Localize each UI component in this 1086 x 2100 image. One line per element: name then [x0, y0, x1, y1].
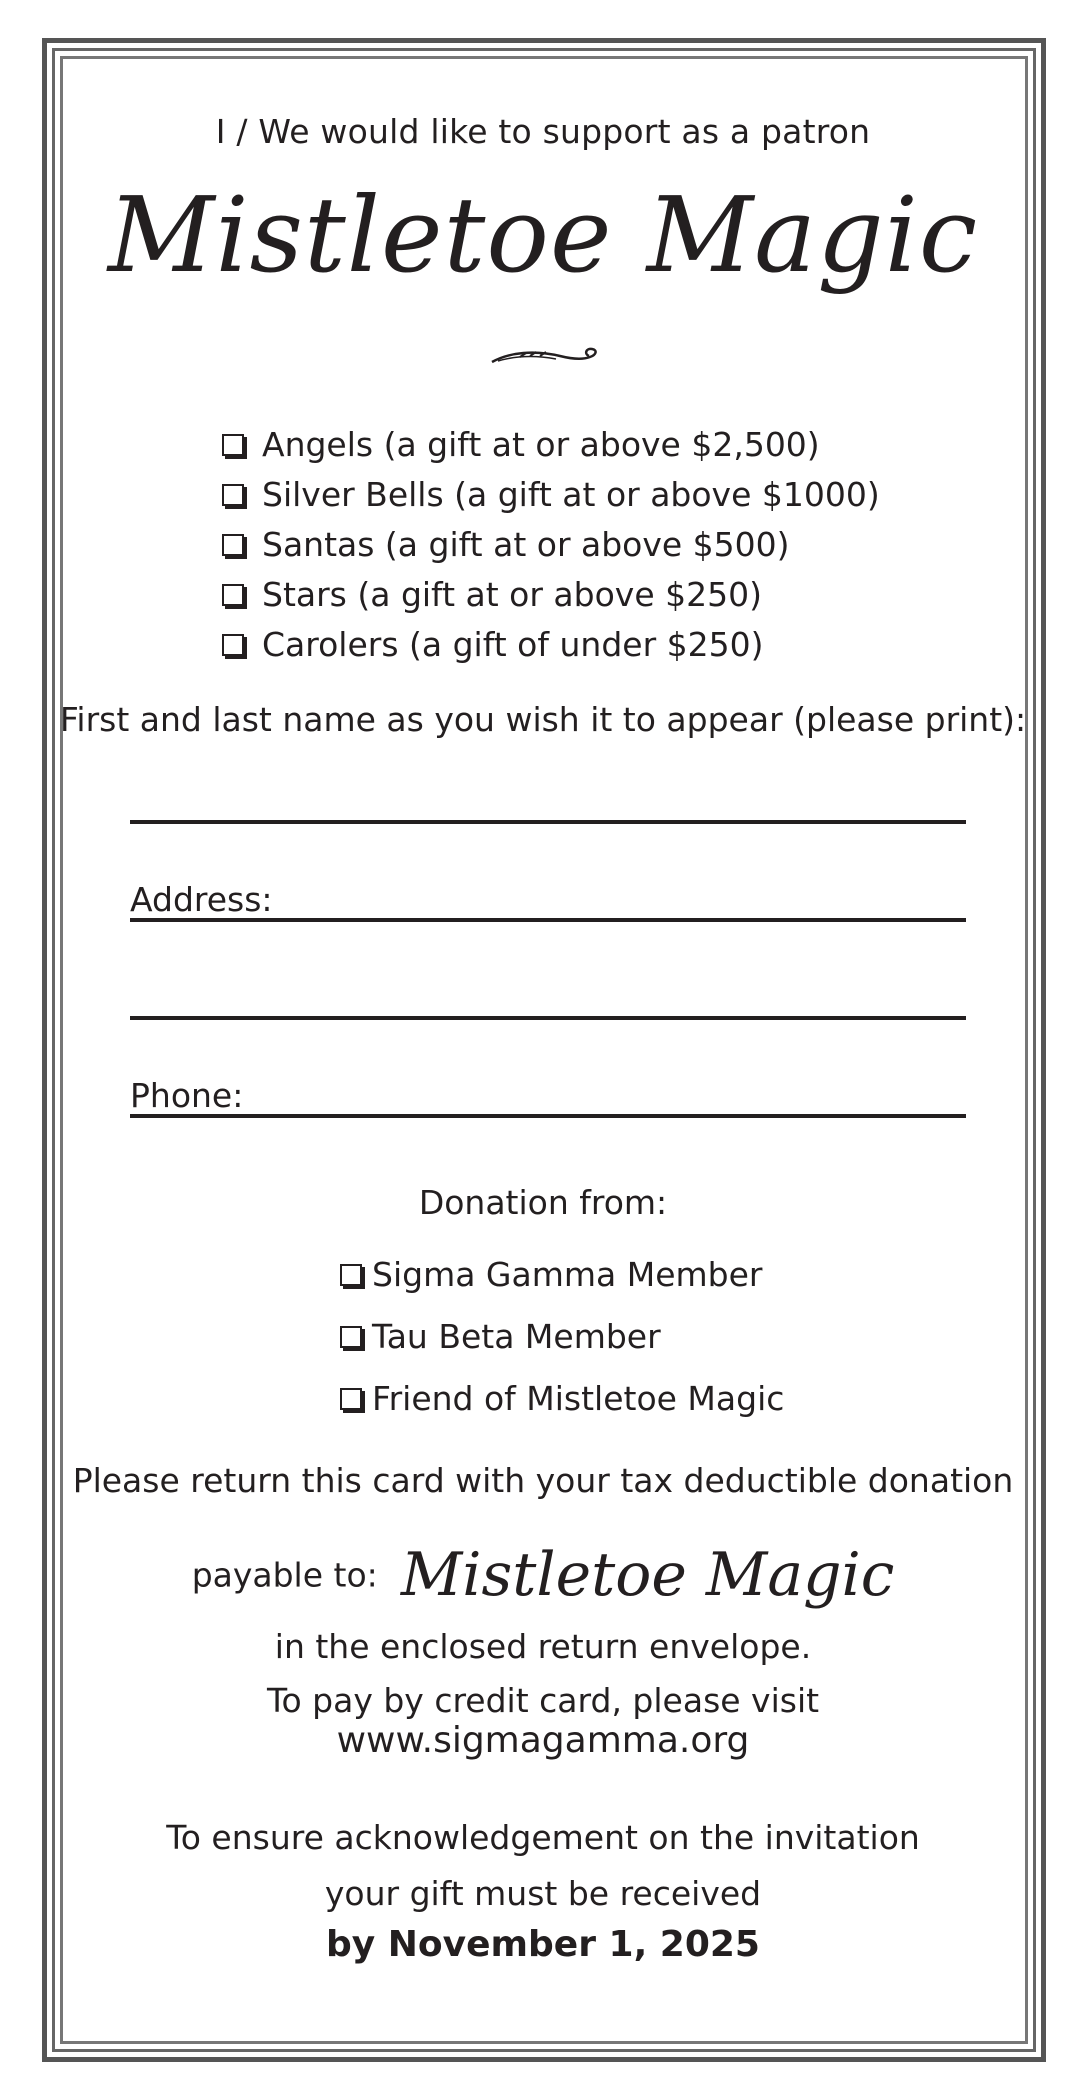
- gift-levels-list: [222, 420, 880, 670]
- gift-level-label: Santas (a gift at or above $500): [262, 525, 790, 564]
- deadline-text: by November 1, 2025: [326, 1924, 760, 1965]
- payable-line: [0, 1540, 1086, 1610]
- payment-instructions: [0, 1620, 1086, 1728]
- checkbox-icon[interactable]: [222, 484, 244, 506]
- gift-level-label: Carolers (a gift of under $250): [262, 625, 764, 664]
- gift-level-angels[interactable]: [222, 420, 880, 470]
- checkbox-icon[interactable]: [340, 1326, 362, 1348]
- name-field-label: First and last name as you wish it to appear (please print):: [59, 700, 1027, 739]
- return-instructions: Please return this card with your tax deductible donation: [72, 1461, 1014, 1500]
- donation-from-sigma-gamma[interactable]: [340, 1244, 784, 1306]
- donation-from-label-item: Friend of Mistletoe Magic: [372, 1379, 785, 1418]
- gift-level-carolers[interactable]: [222, 620, 880, 670]
- address-line-1[interactable]: [130, 918, 966, 922]
- phone-label: Phone:: [130, 1076, 244, 1115]
- donation-from-label-item: Sigma Gamma Member: [372, 1255, 763, 1294]
- donation-from-label-item: Tau Beta Member: [372, 1317, 661, 1356]
- gift-level-santas[interactable]: [222, 520, 880, 570]
- credit-card-text: To pay by credit card, please visit: [266, 1681, 820, 1720]
- website-link[interactable]: www.sigmagamma.org: [336, 1720, 750, 1761]
- name-line[interactable]: [130, 820, 966, 824]
- phone-line[interactable]: [130, 1114, 966, 1118]
- checkbox-icon[interactable]: [222, 534, 244, 556]
- gift-level-label: Angels (a gift at or above $2,500): [262, 425, 820, 464]
- gift-level-silver-bells[interactable]: [222, 470, 880, 520]
- gift-level-stars[interactable]: [222, 570, 880, 620]
- ack-line-2: your gift must be received: [324, 1874, 762, 1913]
- checkbox-icon[interactable]: [222, 634, 244, 656]
- address-line-2[interactable]: [130, 1016, 966, 1020]
- donation-from-list: [340, 1244, 784, 1430]
- address-label: Address:: [130, 880, 273, 919]
- payable-to-label: payable to:: [191, 1555, 378, 1595]
- gift-level-label: Silver Bells (a gift at or above $1000): [262, 475, 880, 514]
- flourish-ornament-icon: [490, 346, 600, 370]
- intro-text: I / We would like to support as a patron: [215, 112, 871, 151]
- checkbox-icon[interactable]: [340, 1388, 362, 1410]
- donation-from-tau-beta[interactable]: [340, 1306, 784, 1368]
- envelope-text: in the enclosed return envelope.: [274, 1627, 812, 1666]
- donation-from-label: Donation from:: [418, 1183, 668, 1222]
- ack-line-1: To ensure acknowledgement on the invitation: [166, 1818, 920, 1857]
- checkbox-icon[interactable]: [222, 434, 244, 456]
- donation-from-friend[interactable]: [340, 1368, 784, 1430]
- checkbox-icon[interactable]: [222, 584, 244, 606]
- acknowledgement-text: [0, 1810, 1086, 1922]
- gift-level-label: Stars (a gift at or above $250): [262, 575, 762, 614]
- checkbox-icon[interactable]: [340, 1264, 362, 1286]
- payable-name: Mistletoe Magic: [400, 1540, 895, 1610]
- event-title: Mistletoe Magic: [107, 174, 979, 296]
